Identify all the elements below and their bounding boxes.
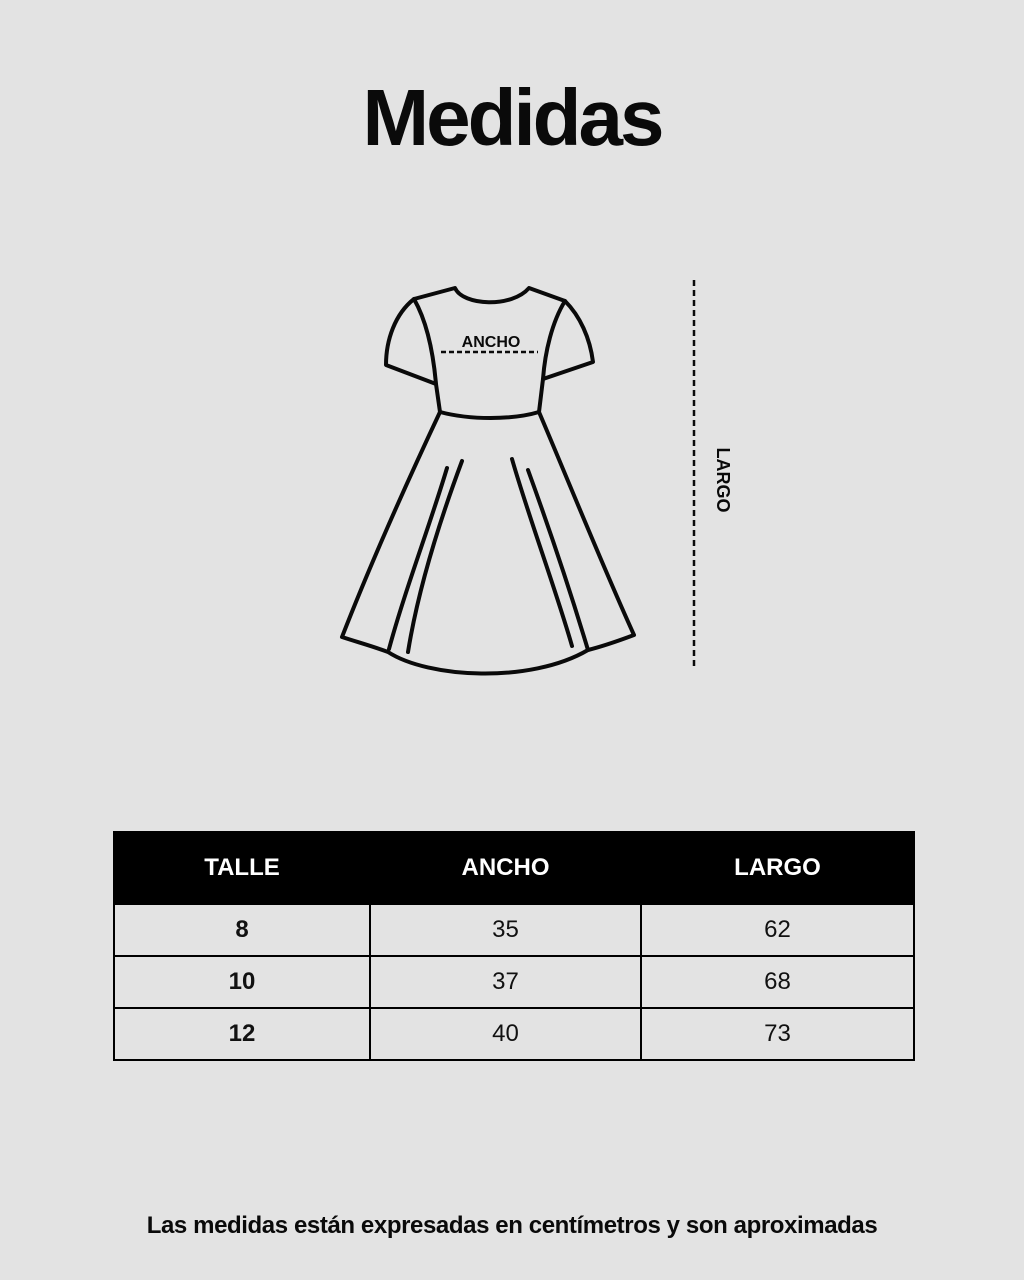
size-table bbox=[113, 831, 915, 1061]
footnote: Las medidas están expresadas en centímetros y son aproximadas bbox=[146, 1212, 878, 1239]
cell-largo: 62 bbox=[641, 904, 914, 956]
cell-talle: 10 bbox=[114, 956, 370, 1008]
table-header-row bbox=[114, 832, 914, 904]
table-row bbox=[114, 1008, 914, 1060]
cell-ancho: 35 bbox=[370, 904, 641, 956]
table-row bbox=[114, 956, 914, 1008]
column-header-talle: TALLE bbox=[114, 832, 370, 904]
length-label: LARGO bbox=[713, 447, 733, 513]
cell-largo: 73 bbox=[641, 1008, 914, 1060]
column-header-largo: LARGO bbox=[641, 832, 914, 904]
column-header-ancho: ANCHO bbox=[370, 832, 641, 904]
cell-talle: 12 bbox=[114, 1008, 370, 1060]
cell-largo: 68 bbox=[641, 956, 914, 1008]
cell-talle: 8 bbox=[114, 904, 370, 956]
table-row bbox=[114, 904, 914, 956]
cell-ancho: 40 bbox=[370, 1008, 641, 1060]
page-title: Medidas bbox=[362, 73, 662, 162]
width-label: ANCHO bbox=[461, 334, 521, 351]
cell-ancho: 37 bbox=[370, 956, 641, 1008]
